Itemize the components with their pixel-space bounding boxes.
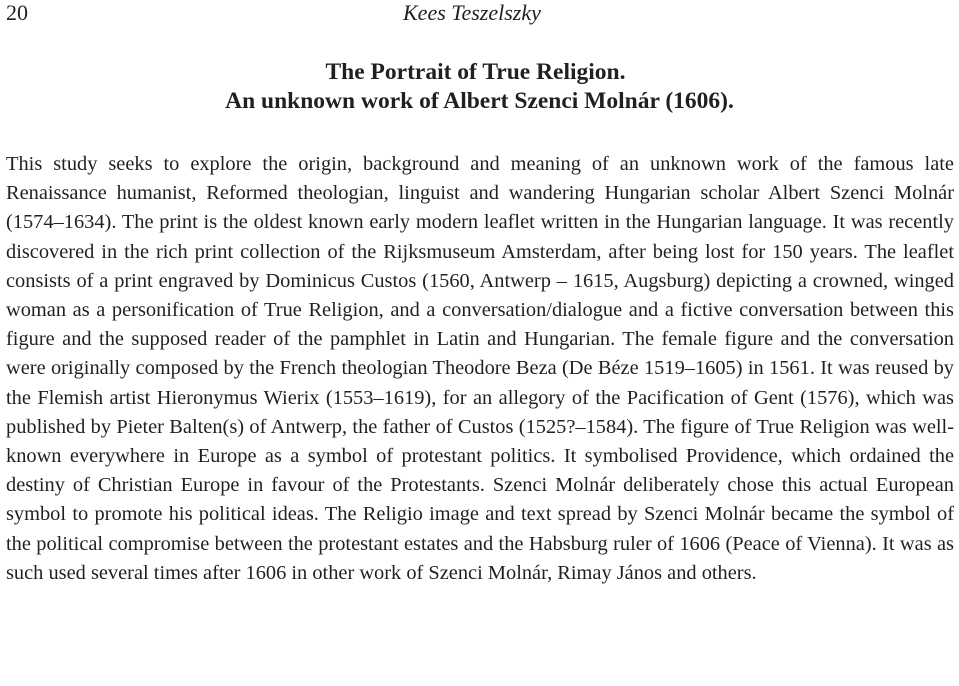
running-head-author: Kees Teszelszky xyxy=(403,0,541,25)
page-number: 20 xyxy=(6,0,28,25)
title-line-1: The Portrait of True Religion. xyxy=(325,59,626,85)
title-line-2: An unknown work of Albert Szenci Molnár (1606). xyxy=(225,88,734,114)
abstract-paragraph: This study seeks to explore the origin, background and meaning of an unknown work of the famous late Renaissance humanist, Reformed theologian, linguist and wandering Hungarian scholar Albert Szenci Molnár (1574–1634). The print is the oldest known early modern leaflet written in the Hungarian language. It was recently discovered in the rich print collection of the Rijksmuseum Amsterdam, after being lost for 150 years. The leaflet consists of a print engraved by Dominicus Custos (1560, Antwerp – 1615, Augsburg) depicting a crowned, winged woman as a personification of True Religion, and a conversation/dialogue and a fictive conversation between this figure and the supposed reader of the pamphlet in Latin and Hungarian. The female figure and the conversation were originally composed by the French theologian Theodore Beza (De Béze 1519–1605) in 1561. It was reused by the Flemish artist Hieronymus Wierix (1553–1619), for an allegory of the Pacification of Gent (1576), which was published by Pieter Balten(s) of Antwerp, the father of Custos (1525?–1584). The figure of True Religion was well-known everywhere in Europe as a symbol of protestant politics. It symbolised Providence, which ordained the destiny of Christian Europe in favour of the Protestants. Szenci Molnár deliberately chose this actual European symbol to promote his political ideas. The Religio image and text spread by Szenci Molnár became the symbol of the political compromise between the protestant estates and the Habsburg ruler of 1606 (Peace of Vienna). It was as such used several times after 1606 in other work of Szenci Molnár, Rimay János and others. xyxy=(6,153,954,584)
article-title xyxy=(0,58,959,116)
